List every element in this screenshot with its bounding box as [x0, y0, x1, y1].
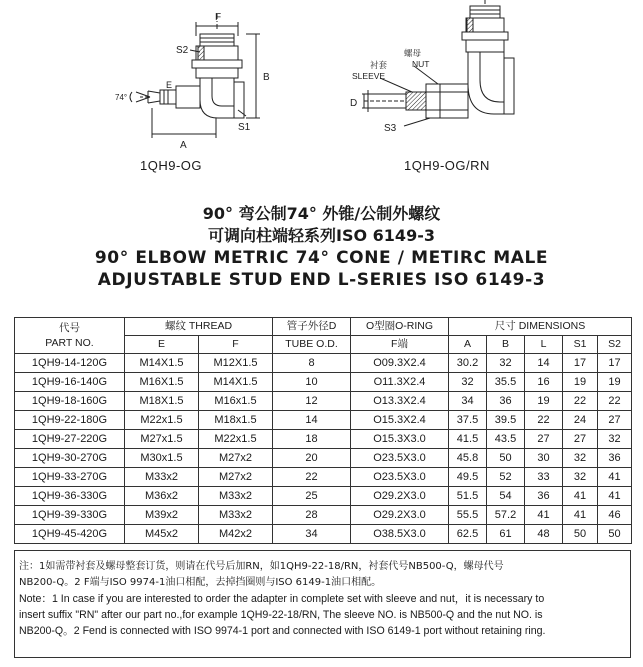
cell-s1: 17: [563, 354, 598, 373]
table-row: [15, 354, 632, 373]
header-thread: 螺纹 THREAD: [125, 318, 273, 336]
cell-part-no: 1QH9-18-160G: [15, 392, 125, 411]
cell-tube-od: 18: [273, 430, 351, 449]
cell-part-no: 1QH9-45-420G: [15, 525, 125, 544]
cell-f: M14X1.5: [199, 373, 273, 392]
header-part-cn: 代号: [59, 321, 80, 334]
cell-s2: 32: [598, 430, 632, 449]
notes-box: [14, 550, 631, 658]
title-cn-line2: 可调向柱端轻系列ISO 6149-3: [208, 226, 435, 245]
cell-s1: 24: [563, 411, 598, 430]
cell-a: 41.5: [449, 430, 487, 449]
cell-b: 36: [487, 392, 525, 411]
cell-s2: 19: [598, 373, 632, 392]
cell-e: M16X1.5: [125, 373, 199, 392]
cell-l: 41: [525, 506, 563, 525]
header-tube-od: TUBE O.D.: [273, 336, 351, 354]
cell-l: 27: [525, 430, 563, 449]
table-row: [15, 487, 632, 506]
cell-s1: 27: [563, 430, 598, 449]
dim-s1-label: S1: [238, 122, 251, 133]
cell-a: 51.5: [449, 487, 487, 506]
cell-e: M18X1.5: [125, 392, 199, 411]
cell-b: 43.5: [487, 430, 525, 449]
header-oring: O型圈O-RING: [351, 318, 449, 336]
note-en-line2: insert suffix "RN" after our part no.,for example 1QH9-22-18/RN, The sleeve NO. is NB500-Q and the nut NO. is: [19, 609, 543, 621]
header-b: B: [487, 336, 525, 354]
cell-l: 33: [525, 468, 563, 487]
cell-s1: 19: [563, 373, 598, 392]
header-part-en: PART NO.: [45, 336, 94, 349]
cell-a: 62.5: [449, 525, 487, 544]
cell-b: 50: [487, 449, 525, 468]
header-s2: S2: [598, 336, 632, 354]
cell-oring: O15.3X3.0: [351, 430, 449, 449]
cell-a: 55.5: [449, 506, 487, 525]
cell-f: M27x2: [199, 449, 273, 468]
table-row: [15, 525, 632, 544]
title-block: [0, 203, 643, 291]
cell-s1: 41: [563, 506, 598, 525]
cell-f: M18x1.5: [199, 411, 273, 430]
cell-tube-od: 25: [273, 487, 351, 506]
table-row: [15, 468, 632, 487]
cell-f: M22x1.5: [199, 430, 273, 449]
cell-s2: 27: [598, 411, 632, 430]
cell-e: M22x1.5: [125, 411, 199, 430]
cell-s1: 50: [563, 525, 598, 544]
cell-f: M27x2: [199, 468, 273, 487]
header-l: L: [525, 336, 563, 354]
cell-f: M33x2: [199, 487, 273, 506]
title-cn-line1: 90° 弯公制74° 外锥/公制外螺纹: [202, 204, 441, 223]
cell-l: 36: [525, 487, 563, 506]
table-row: [15, 506, 632, 525]
header-e: E: [125, 336, 199, 354]
sleeve-en-label: SLEEVE: [352, 71, 386, 81]
cell-l: 48: [525, 525, 563, 544]
cell-f: M42x2: [199, 525, 273, 544]
dim-d-label: D: [350, 98, 358, 109]
dim-b-label: B: [263, 72, 270, 83]
cell-s2: 46: [598, 506, 632, 525]
cell-oring: O38.5X3.0: [351, 525, 449, 544]
cell-s2: 22: [598, 392, 632, 411]
cell-tube-od: 20: [273, 449, 351, 468]
header-oring-f-end: F端: [351, 336, 449, 354]
cell-b: 61: [487, 525, 525, 544]
cell-oring: O11.3X2.4: [351, 373, 449, 392]
cell-tube-od: 28: [273, 506, 351, 525]
note-cn-line1: 注：1如需带衬套及螺母整套订货，则请在代号后加RN，如1QH9-22-18/RN，衬套代号NB500-Q，螺母代号: [19, 561, 504, 572]
cell-f: M16x1.5: [199, 392, 273, 411]
dim-s3-label: S3: [384, 123, 397, 134]
cell-l: 14: [525, 354, 563, 373]
cell-l: 19: [525, 392, 563, 411]
dim-s2-label: S2: [176, 45, 189, 56]
dim-a-label: A: [180, 140, 187, 151]
header-dimensions: 尺寸 DIMENSIONS: [449, 318, 632, 336]
cell-b: 32: [487, 354, 525, 373]
cell-e: M45x2: [125, 525, 199, 544]
elbow-drawing-left: [130, 14, 260, 138]
header-tube: 管子外径D: [273, 318, 351, 336]
note-en-line1: Note：1 In case if you are interested to order the adapter in complete set with sleeve and nut，it is necessary to: [19, 593, 545, 605]
cell-part-no: 1QH9-16-140G: [15, 373, 125, 392]
cell-e: M14X1.5: [125, 354, 199, 373]
cell-s1: 32: [563, 468, 598, 487]
header-s1: S1: [563, 336, 598, 354]
cell-s2: 50: [598, 525, 632, 544]
cell-tube-od: 8: [273, 354, 351, 373]
technical-drawings: [0, 0, 643, 200]
cell-a: 34: [449, 392, 487, 411]
cell-part-no: 1QH9-36-330G: [15, 487, 125, 506]
cell-f: M33x2: [199, 506, 273, 525]
cell-s1: 22: [563, 392, 598, 411]
nut-cn-label: 螺母: [404, 49, 422, 59]
cell-b: 54: [487, 487, 525, 506]
table-row: [15, 373, 632, 392]
cell-part-no: 1QH9-33-270G: [15, 468, 125, 487]
cell-part-no: 1QH9-27-220G: [15, 430, 125, 449]
table-row: [15, 430, 632, 449]
cell-b: 52: [487, 468, 525, 487]
cell-tube-od: 22: [273, 468, 351, 487]
caption-left: 1QH9-OG: [140, 158, 203, 173]
cell-e: M33x2: [125, 468, 199, 487]
cell-s1: 41: [563, 487, 598, 506]
cell-e: M27x1.5: [125, 430, 199, 449]
cell-oring: O09.3X2.4: [351, 354, 449, 373]
note-en-line3: NB200-Q。2 Fend is connected with ISO 9974-1 port and connected with ISO 6149-1 port without retaining ring.: [19, 625, 546, 637]
cell-part-no: 1QH9-39-330G: [15, 506, 125, 525]
cell-b: 39.5: [487, 411, 525, 430]
cell-l: 22: [525, 411, 563, 430]
cell-s2: 17: [598, 354, 632, 373]
cell-tube-od: 10: [273, 373, 351, 392]
cell-b: 35.5: [487, 373, 525, 392]
cell-s2: 36: [598, 449, 632, 468]
cell-part-no: 1QH9-22-180G: [15, 411, 125, 430]
cell-s2: 41: [598, 487, 632, 506]
cell-part-no: 1QH9-14-120G: [15, 354, 125, 373]
dim-f-label: F: [215, 12, 222, 23]
table-row: [15, 411, 632, 430]
spec-table: [14, 317, 632, 544]
cell-a: 30.2: [449, 354, 487, 373]
cell-tube-od: 34: [273, 525, 351, 544]
cell-s2: 41: [598, 468, 632, 487]
cell-a: 49.5: [449, 468, 487, 487]
cell-e: M39x2: [125, 506, 199, 525]
nut-en-label: NUT: [412, 59, 430, 69]
cell-l: 16: [525, 373, 563, 392]
cell-oring: O13.3X2.4: [351, 392, 449, 411]
cell-oring: O29.2X3.0: [351, 487, 449, 506]
note-cn-line2: NB200-Q。2 F端与ISO 9974-1油口相配，去掉挡圈则与ISO 6149-1油口相配。: [19, 577, 382, 588]
cell-l: 30: [525, 449, 563, 468]
cell-tube-od: 14: [273, 411, 351, 430]
cell-e: M36x2: [125, 487, 199, 506]
cell-oring: O15.3X2.4: [351, 411, 449, 430]
header-a: A: [449, 336, 487, 354]
cell-oring: O23.5X3.0: [351, 468, 449, 487]
table-row: [15, 392, 632, 411]
cell-b: 57.2: [487, 506, 525, 525]
cell-a: 32: [449, 373, 487, 392]
sleeve-cn-label: 衬套: [370, 61, 388, 71]
cell-a: 37.5: [449, 411, 487, 430]
cell-f: M12X1.5: [199, 354, 273, 373]
cone-angle-label: 74°: [115, 93, 128, 102]
cell-s1: 32: [563, 449, 598, 468]
table-row: [15, 449, 632, 468]
cell-oring: O29.2X3.0: [351, 506, 449, 525]
title-en-line2: ADJUSTABLE STUD END L-SERIES ISO 6149-3: [97, 270, 546, 290]
cell-tube-od: 12: [273, 392, 351, 411]
caption-right: 1QH9-OG/RN: [404, 158, 490, 173]
header-f: F: [199, 336, 273, 354]
title-en-line1: 90° ELBOW METRIC 74° CONE / METIRC MALE: [94, 248, 549, 268]
cell-e: M30x1.5: [125, 449, 199, 468]
cell-oring: O23.5X3.0: [351, 449, 449, 468]
header-part-no: [15, 318, 125, 354]
cell-a: 45.8: [449, 449, 487, 468]
dim-e-label: E: [166, 80, 173, 90]
cell-part-no: 1QH9-30-270G: [15, 449, 125, 468]
